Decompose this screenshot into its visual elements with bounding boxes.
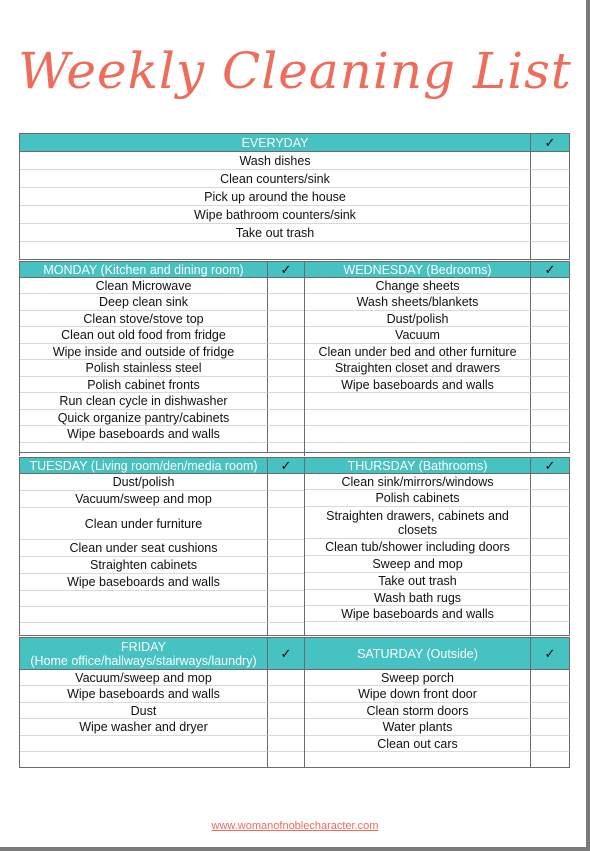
saturday-header: SATURDAY (Outside) <box>305 638 531 670</box>
monday-task-item: Deep clean sink <box>20 294 268 311</box>
everyday-task-checkbox[interactable] <box>531 242 570 260</box>
wednesday-task-checkbox[interactable] <box>531 443 570 453</box>
tuesday-task-checkbox[interactable] <box>268 540 305 557</box>
wednesday-task-item: Wipe baseboards and walls <box>305 377 531 393</box>
saturday-task-item: Water plants <box>305 719 531 736</box>
monday-task-item: Run clean cycle in dishwasher <box>20 393 268 410</box>
monday-task-item: Quick organize pantry/cabinets <box>20 410 268 426</box>
tuesday-task-item: Straighten cabinets <box>20 557 268 574</box>
wednesday-task-checkbox[interactable] <box>531 311 570 327</box>
monday-task-item <box>20 443 268 453</box>
monday-task-item: Polish stainless steel <box>20 360 268 377</box>
friday-header-line2: (Home office/hallways/stairways/laundry) <box>30 653 257 668</box>
saturday-task-checkbox[interactable] <box>531 703 570 719</box>
thursday-task-checkbox[interactable] <box>531 606 570 622</box>
wednesday-task-item <box>305 410 531 426</box>
saturday-task-item: Sweep porch <box>305 670 531 686</box>
wednesday-task-item: Dust/polish <box>305 311 531 327</box>
thursday-check-icon: ✓ <box>531 458 570 474</box>
everyday-task-checkbox[interactable] <box>531 152 570 170</box>
monday-task-checkbox[interactable] <box>268 344 305 360</box>
friday-task-checkbox[interactable] <box>268 703 305 719</box>
thursday-task-checkbox[interactable] <box>531 573 570 590</box>
friday-header <box>20 638 268 670</box>
monday-task-checkbox[interactable] <box>268 443 305 453</box>
tuesday-task-item: Wipe baseboards and walls <box>20 574 268 591</box>
everyday-task-item: Wash dishes <box>20 152 531 170</box>
tuesday-task-item: Clean under seat cushions <box>20 540 268 557</box>
everyday-header: EVERYDAY <box>20 134 531 152</box>
monday-task-checkbox[interactable] <box>268 311 305 327</box>
saturday-task-item: Wipe down front door <box>305 686 531 703</box>
monday-task-checkbox[interactable] <box>268 426 305 443</box>
wednesday-task-item: Straighten closet and drawers <box>305 360 531 377</box>
saturday-task-item: Clean storm doors <box>305 703 531 719</box>
monday-task-checkbox[interactable] <box>268 278 305 294</box>
wednesday-header: WEDNESDAY (Bedrooms) <box>305 262 531 278</box>
thursday-task-checkbox[interactable] <box>531 590 570 606</box>
wednesday-task-checkbox[interactable] <box>531 344 570 360</box>
everyday-check-icon: ✓ <box>531 134 570 152</box>
wednesday-task-checkbox[interactable] <box>531 327 570 344</box>
tuesday-task-item: Clean under furniture <box>20 508 268 540</box>
monday-task-item: Wipe inside and outside of fridge <box>20 344 268 360</box>
thursday-task-checkbox[interactable] <box>531 539 570 556</box>
everyday-task-item: Take out trash <box>20 224 531 242</box>
friday-task-checkbox[interactable] <box>268 752 305 768</box>
thursday-task-item: Clean tub/shower including doors <box>305 539 531 556</box>
tuesday-task-checkbox[interactable] <box>268 591 305 607</box>
thursday-task-checkbox[interactable] <box>531 507 570 539</box>
tuesday-task-checkbox[interactable] <box>268 574 305 591</box>
everyday-task-item: Clean counters/sink <box>20 170 531 188</box>
monday-task-checkbox[interactable] <box>268 377 305 393</box>
saturday-table <box>304 637 570 768</box>
wednesday-task-checkbox[interactable] <box>531 278 570 294</box>
thursday-task-item: Take out trash <box>305 573 531 590</box>
tuesday-check-icon: ✓ <box>268 458 305 474</box>
tuesday-task-checkbox[interactable] <box>268 508 305 540</box>
tuesday-task-item <box>20 623 268 636</box>
tuesday-header: TUESDAY (Living room/den/media room) <box>20 458 268 474</box>
saturday-task-checkbox[interactable] <box>531 670 570 686</box>
thursday-task-item: Polish cabinets <box>305 490 531 507</box>
thursday-task-item: Wash bath rugs <box>305 590 531 606</box>
thursday-task-item: Straighten drawers, cabinets and closets <box>305 507 531 539</box>
wednesday-check-icon: ✓ <box>531 262 570 278</box>
monday-task-item: Clean stove/stove top <box>20 311 268 327</box>
monday-task-checkbox[interactable] <box>268 294 305 311</box>
friday-task-item: Wipe washer and dryer <box>20 719 268 736</box>
tuesday-task-checkbox[interactable] <box>268 607 305 623</box>
tuesday-task-checkbox[interactable] <box>268 491 305 508</box>
friday-task-item: Dust <box>20 703 268 719</box>
thursday-task-item: Clean sink/mirrors/windows <box>305 474 531 490</box>
wednesday-task-checkbox[interactable] <box>531 360 570 377</box>
friday-task-item <box>20 752 268 768</box>
monday-header: MONDAY (Kitchen and dining room) <box>20 262 268 278</box>
tuesday-table <box>19 457 305 636</box>
monday-task-checkbox[interactable] <box>268 393 305 410</box>
monday-task-checkbox[interactable] <box>268 360 305 377</box>
friday-task-item: Vacuum/sweep and mop <box>20 670 268 686</box>
friday-header-line1: FRIDAY <box>121 639 166 654</box>
monday-table <box>19 261 305 456</box>
thursday-task-checkbox[interactable] <box>531 474 570 490</box>
wednesday-task-item <box>305 393 531 410</box>
everyday-task-checkbox[interactable] <box>531 188 570 206</box>
saturday-task-item <box>305 752 531 768</box>
everyday-task-checkbox[interactable] <box>531 206 570 224</box>
everyday-task-checkbox[interactable] <box>531 224 570 242</box>
thursday-task-checkbox[interactable] <box>531 622 570 636</box>
monday-task-checkbox[interactable] <box>268 410 305 426</box>
wednesday-task-checkbox[interactable] <box>531 294 570 311</box>
tuesday-task-checkbox[interactable] <box>268 557 305 574</box>
thursday-task-item <box>305 622 531 636</box>
wednesday-task-item <box>305 426 531 443</box>
wednesday-task-item <box>305 443 531 453</box>
monday-task-checkbox[interactable] <box>268 327 305 344</box>
wednesday-task-checkbox[interactable] <box>531 410 570 426</box>
tuesday-task-item: Dust/polish <box>20 474 268 491</box>
saturday-task-item: Clean out cars <box>305 736 531 752</box>
footer-link[interactable]: www.womanofnoblecharacter.com <box>211 820 379 832</box>
wednesday-table <box>304 261 570 456</box>
friday-table <box>19 637 305 768</box>
tuesday-task-item <box>20 607 268 623</box>
friday-task-checkbox[interactable] <box>268 719 305 736</box>
saturday-task-checkbox[interactable] <box>531 719 570 736</box>
everyday-table <box>19 133 570 260</box>
saturday-task-checkbox[interactable] <box>531 752 570 768</box>
thursday-task-checkbox[interactable] <box>531 556 570 573</box>
thursday-task-item: Wipe baseboards and walls <box>305 606 531 622</box>
friday-task-checkbox[interactable] <box>268 670 305 686</box>
thursday-task-item: Sweep and mop <box>305 556 531 573</box>
saturday-task-checkbox[interactable] <box>531 686 570 703</box>
wednesday-task-item: Clean under bed and other furniture <box>305 344 531 360</box>
everyday-task-item: Pick up around the house <box>20 188 531 206</box>
wednesday-task-checkbox[interactable] <box>531 393 570 410</box>
saturday-task-checkbox[interactable] <box>531 736 570 752</box>
everyday-task-item: Wipe bathroom counters/sink <box>20 206 531 224</box>
tuesday-task-checkbox[interactable] <box>268 623 305 636</box>
thursday-header: THURSDAY (Bathrooms) <box>305 458 531 474</box>
tuesday-task-checkbox[interactable] <box>268 474 305 491</box>
friday-task-checkbox[interactable] <box>268 736 305 752</box>
wednesday-task-item: Change sheets <box>305 278 531 294</box>
friday-task-checkbox[interactable] <box>268 686 305 703</box>
everyday-task-checkbox[interactable] <box>531 170 570 188</box>
wednesday-task-item: Wash sheets/blankets <box>305 294 531 311</box>
friday-task-item: Wipe baseboards and walls <box>20 686 268 703</box>
monday-check-icon: ✓ <box>268 262 305 278</box>
friday-check-icon: ✓ <box>268 638 305 670</box>
wednesday-task-checkbox[interactable] <box>531 426 570 443</box>
saturday-check-icon: ✓ <box>531 638 570 670</box>
wednesday-task-checkbox[interactable] <box>531 377 570 393</box>
monday-task-item: Clean out old food from fridge <box>20 327 268 344</box>
tuesday-task-item <box>20 591 268 607</box>
tuesday-task-item: Vacuum/sweep and mop <box>20 491 268 508</box>
monday-task-item: Wipe baseboards and walls <box>20 426 268 443</box>
thursday-table <box>304 457 570 636</box>
everyday-task-item <box>20 242 531 260</box>
thursday-task-checkbox[interactable] <box>531 490 570 507</box>
monday-task-item: Polish cabinet fronts <box>20 377 268 393</box>
friday-task-item <box>20 736 268 752</box>
page-title: Weekly Cleaning List <box>18 42 572 100</box>
monday-task-item: Clean Microwave <box>20 278 268 294</box>
wednesday-task-item: Vacuum <box>305 327 531 344</box>
